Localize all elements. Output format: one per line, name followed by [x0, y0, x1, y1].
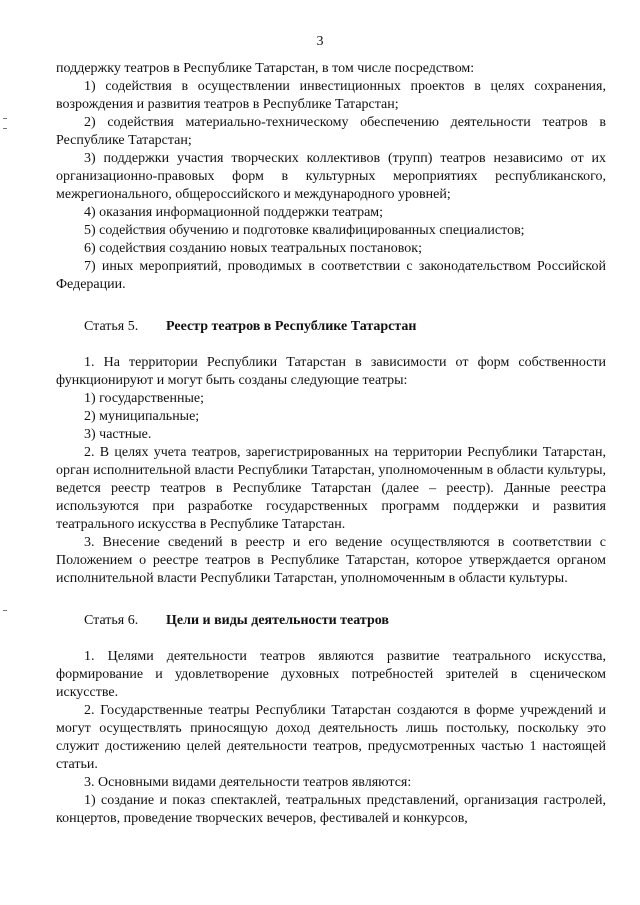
binder-mark [3, 128, 7, 129]
article-paragraph: 3. Основными видами деятельности театров являются: [84, 775, 412, 790]
list-item: 2) муниципальные; [84, 409, 200, 424]
article-6-heading [56, 612, 606, 630]
article-title: Цели и виды деятельности театров [166, 613, 389, 628]
list-item: 3) частные. [84, 427, 152, 442]
list-item: 2) содействия материально-техническому обеспечению деятельности театров в Республике Татарстан; [56, 115, 606, 148]
page-number: 3 [316, 34, 324, 49]
list-item: 5) содействия обучению и подготовке квалифицированных специалистов; [84, 223, 525, 238]
list-item: 6) содействия созданию новых театральных постановок; [84, 241, 422, 256]
article-number: Статья 6. [84, 613, 139, 628]
list-item: 7) иных мероприятий, проводимых в соответствии с законодательством Российской Федерации. [56, 259, 606, 292]
article-5-heading [56, 318, 606, 336]
binder-mark [3, 118, 7, 119]
list-item: 3) поддержки участия творческих коллективов (трупп) театров независимо от их организационно-правовых форм в культурных мероприятиях республиканского, межрегионального, общероссийского и международного уровней; [56, 151, 606, 202]
article-paragraph: 1. На территории Республики Татарстан в зависимости от форм собственности функционируют и могут быть созданы следующие театры: [56, 355, 606, 388]
list-item: 1) создание и показ спектаклей, театральных представлений, организация гастролей, концертов, проведение творческих вечеров, фестивалей и конкурсов, [56, 793, 606, 826]
list-item: 1) содействия в осуществлении инвестиционных проектов в целях сохранения, возрождения и развития театров в Республике Татарстан; [56, 79, 606, 112]
article-number: Статья 5. [84, 319, 139, 334]
article-paragraph: 2. В целях учета театров, зарегистрированных на территории Республики Татарстан, орган исполнительной власти Республики Татарстан, уполномоченным в области культуры, ведется реестр театров в Республике Татарстан (далее – реестр). Данные реестра используются при разработке государственных программ поддержки и развития театрального искусства в Республике Татарстан. [56, 445, 606, 532]
article-paragraph: 3. Внесение сведений в реестр и его ведение осуществляются в соответствии с Положением о реестре театров в Республике Татарстан, которое утверждается органом исполнительной власти Республики Татарстан, уполномоченным в области культуры. [56, 535, 606, 586]
article-paragraph: 2. Государственные театры Республики Татарстан создаются в форме учреждений и могут осуществлять приносящую доход деятельность лишь постольку, поскольку это служит достижению целей деятельности театров, предусмотренных частью 1 настоящей статьи. [56, 703, 606, 772]
intro-paragraph: поддержку театров в Республике Татарстан, в том числе посредством: [56, 61, 475, 76]
document-body [56, 60, 606, 828]
article-title: Реестр театров в Республике Татарстан [166, 319, 417, 334]
list-item: 4) оказания информационной поддержки театрам; [84, 205, 384, 220]
list-item: 1) государственные; [84, 391, 204, 406]
binder-mark [3, 610, 7, 611]
article-paragraph: 1. Целями деятельности театров являются развитие театрального искусства, формирование и удовлетворение духовных потребностей зрителей в сценическом искусстве. [56, 649, 606, 700]
